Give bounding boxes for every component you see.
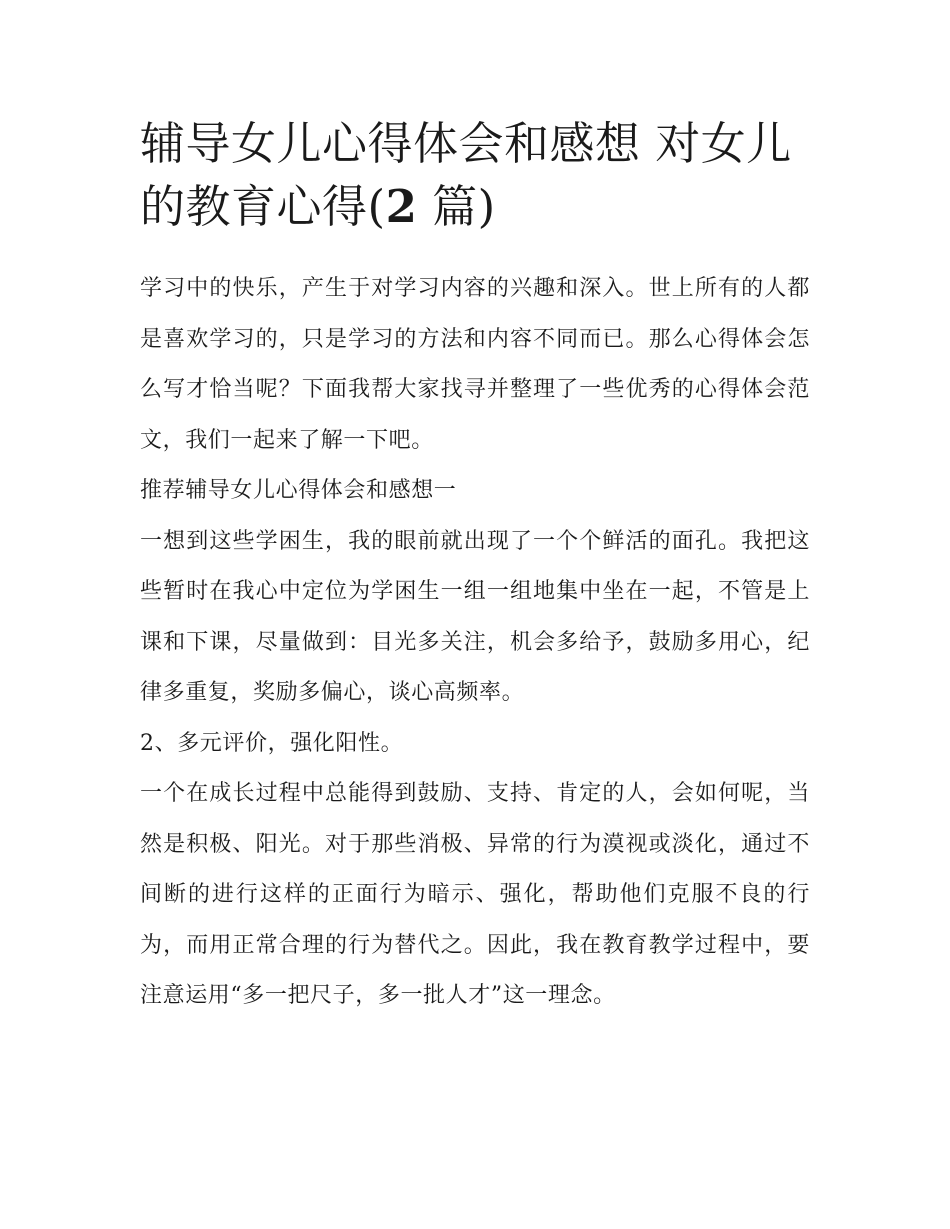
- body-paragraph: 一个在成长过程中总能得到鼓励、支持、肯定的人，会如何呢，当然是积极、阳光。对于那些消极、异常的行为漠视或淡化，通过不间断的进行这样的正面行为暗示、强化，帮助他们克服不良的行为，而用正常合理的行为替代之。因此，我在教育教学过程中，要注意运用“多一把尺子，多一批人才”这一理念。: [140, 781, 810, 1008]
- intro-paragraph: 学习中的快乐，产生于对学习内容的兴趣和深入。世上所有的人都是喜欢学习的，只是学习的方法和内容不同而已。那么心得体会怎么写才恰当呢？下面我帮大家找寻并整理了一些优秀的心得体会范文，我们一起来了解一下吧。: [140, 276, 810, 453]
- title-count: 2: [385, 180, 418, 233]
- subheading: 2、多元评价，强化阳性。: [140, 730, 404, 756]
- document-title: [140, 112, 810, 238]
- title-text: 辅导女儿心得体会和感想 对女儿的教育心得(: [140, 117, 792, 233]
- document-body: [140, 264, 810, 1022]
- title-suffix: 篇): [417, 180, 496, 233]
- section-heading: 推荐辅导女儿心得体会和感想一: [140, 478, 457, 503]
- body-paragraph: 一想到这些学困生，我的眼前就出现了一个个鲜活的面孔。我把这些暂时在我心中定位为学困生一组一组地集中坐在一起，不管是上课和下课，尽量做到：目光多关注，机会多给予，鼓励多用心，纪律多重复，奖励多偏心，谈心高频率。: [140, 528, 810, 705]
